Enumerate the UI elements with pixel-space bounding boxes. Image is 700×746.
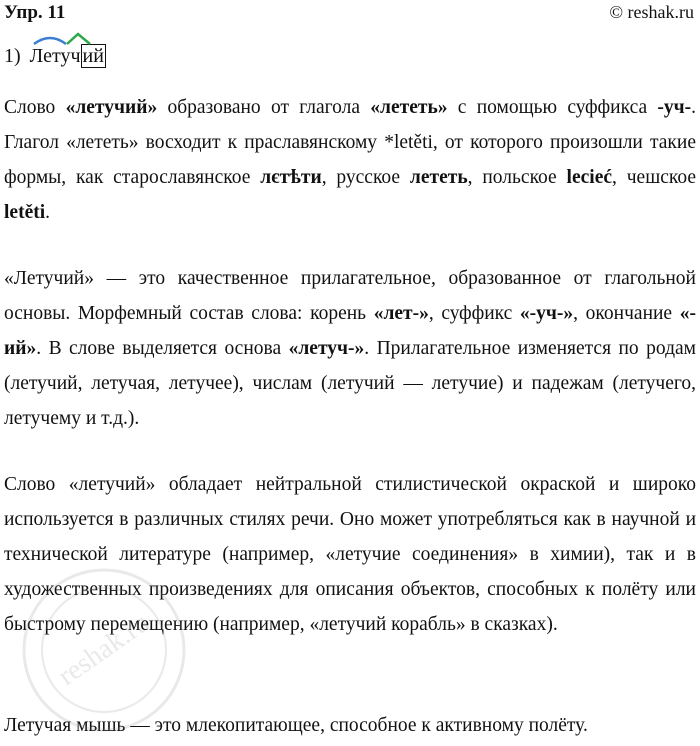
text-run: , русское xyxy=(321,167,410,188)
text-run: , окончание xyxy=(573,303,680,324)
root-arc-icon xyxy=(34,38,66,44)
word-ending-box: ий xyxy=(82,45,104,67)
text-run: с помощью суффикса xyxy=(447,97,658,118)
bold-term: -уч- xyxy=(657,97,692,118)
text-run: образовано от глагола xyxy=(157,97,371,118)
text-run: Слово «летучий» обладает нейтральной стилистической окраской и широко используется в различных стилях речи. Оно может употребляться как в научной и технической литературе (например, «летучие соединения» в химии), так и в художественных произведениях для описания объектов, способных к полёту или быстрому перемещению (например, «летучий корабль» в сказках). xyxy=(4,474,696,635)
bold-term: «-ий» xyxy=(4,303,696,359)
item-number: 1) xyxy=(4,45,21,67)
page-header xyxy=(4,0,694,24)
bold-term: лететь xyxy=(409,167,468,188)
svg-text:reshak.ru: reshak.ru xyxy=(52,607,155,692)
paragraph-etymology xyxy=(4,90,696,230)
bold-term: «летучий» xyxy=(65,97,158,118)
morpheme-marks xyxy=(30,32,110,46)
paragraph-style xyxy=(4,467,696,642)
bold-term: «летуч-» xyxy=(288,338,365,359)
copyright-notice: © reshak.ru xyxy=(609,2,694,22)
word-suffix: уч xyxy=(60,45,81,67)
bold-term: «лететь» xyxy=(370,97,448,118)
text-run: . Прилагательное изменяется по родам (летучий, летучая, летучее), числам (летучий — летучие) и падежам (летучего, летучему и т.д.). xyxy=(4,338,696,429)
paragraph-example xyxy=(4,708,696,743)
bold-term: «лет-» xyxy=(373,303,429,324)
text-run: , польское xyxy=(467,167,567,188)
bold-term: «-уч-» xyxy=(519,303,574,324)
text-run: Слово xyxy=(4,97,66,118)
morpheme-item xyxy=(4,44,106,68)
text-run: . Глагол «лететь» восходит к праславянскому *letěti, от которого произошли такие формы, как старославянское xyxy=(4,97,697,188)
text-run: . В слове выделяется основа xyxy=(36,338,289,359)
text-run: , суффикс xyxy=(428,303,520,324)
text-run: «Летучий» — это качественное прилагательное, образованное от глагольной основы. Морфемный состав слова: корень xyxy=(4,268,696,324)
morpheme-word xyxy=(30,44,106,68)
text-run: , чешское xyxy=(612,167,696,188)
bold-term: letěti xyxy=(4,202,46,223)
bold-term: лєтѣти xyxy=(260,167,322,188)
paragraph-morphology xyxy=(4,261,696,436)
word-root: Лет xyxy=(29,45,61,67)
text-run: Летучая мышь — это млекопитающее, способное к активному полёту. xyxy=(4,715,588,736)
bold-term: lecieć xyxy=(566,167,613,188)
text-run: . xyxy=(45,202,51,223)
suffix-caret-icon xyxy=(67,34,90,44)
exercise-title: Упр. 11 xyxy=(4,2,66,23)
